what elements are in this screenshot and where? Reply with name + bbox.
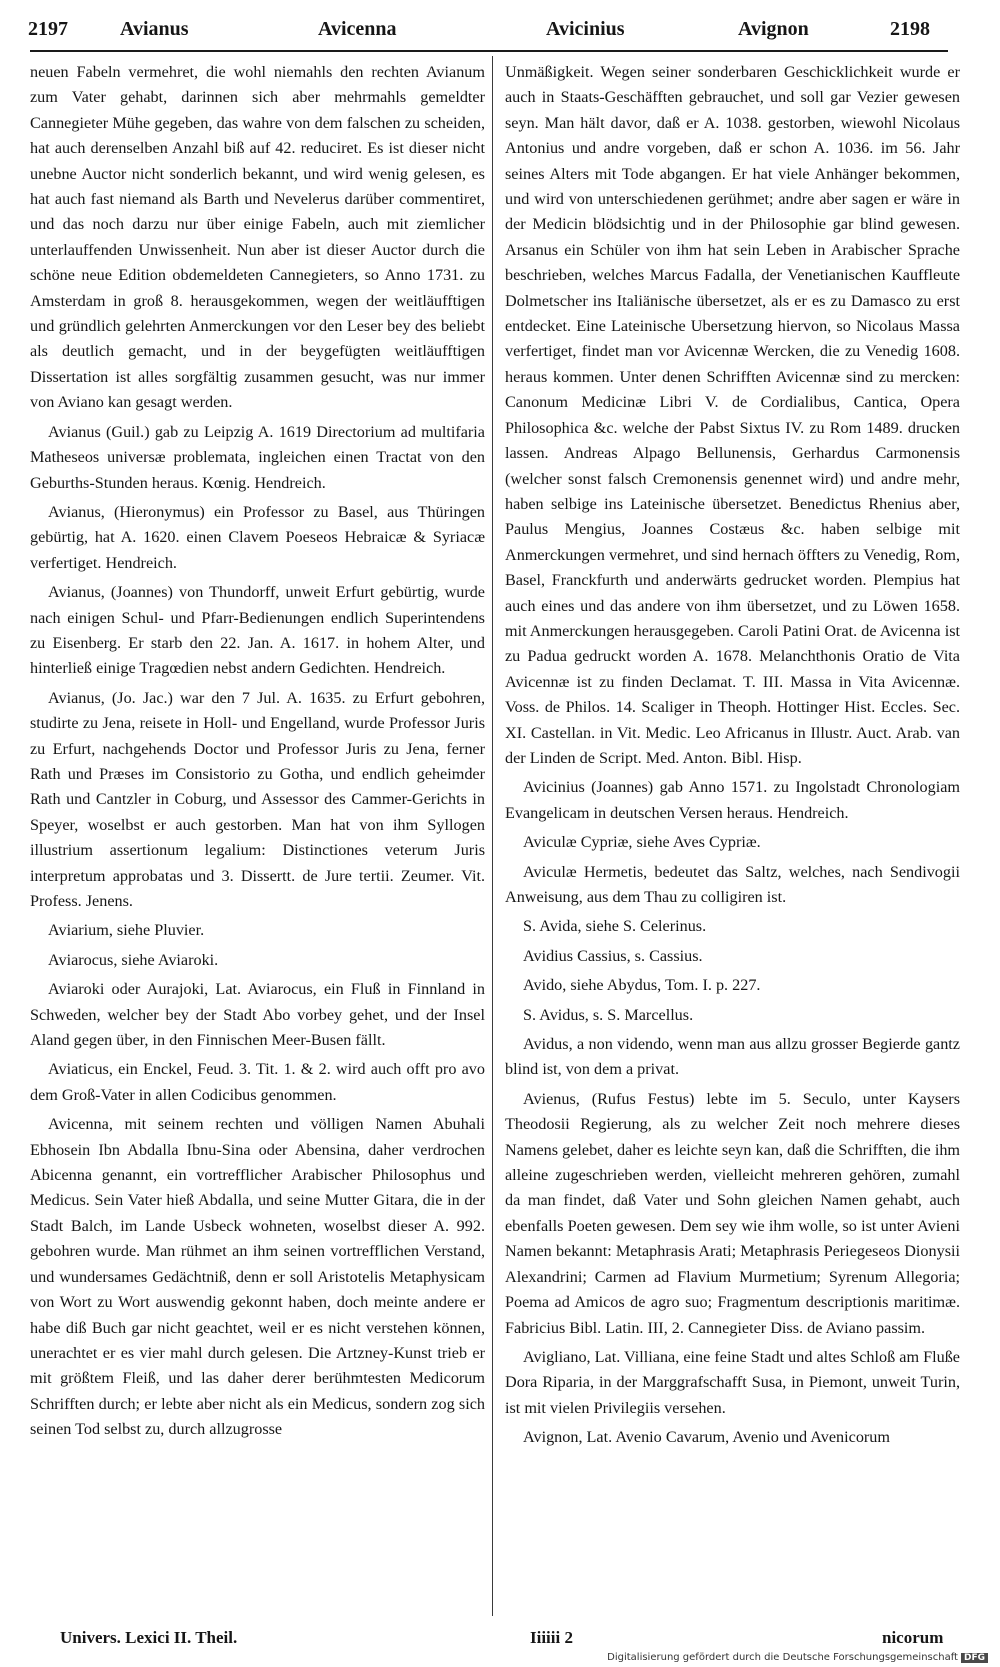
left-entry: Aviaroki oder Aurajoki, Lat. Aviarocus, ein Fluß in Finnland in Schweden, welcher bey der Stadt Abo vorbey gehet, und der Insel Aland gegen über, in den Finnischen Meer-Busen fällt. [30, 980, 485, 1050]
right-entry: Avidius Cassius, s. Cassius. [523, 946, 703, 965]
credit-text: Digitalisierung gefördert durch die Deutsche Forschungsgemeinschaft [607, 1652, 958, 1663]
left-entry: Avicenna, mit seinem rechten und völligen Namen Abuhali Ebhosein Ibn Abdalla Ibnu-Sina oder Abensina, daher verdrochen Abicenna genannt, ein vortrefflicher Arabischer Philosophus und Medicus. Sein Vater hieß Abdalla, und seine Mutter Gitara, die in der Stadt Balch, im Lande Usbeck wohneten, woselbst dieser A. 992. gebohren wurde. Man rühmet an ihm seinen vortrefflichen Verstand, und wundersames Gedächtniß, denn er soll Aristotelis Metaphysicam von Wort zu Wort auswendig gekonnt haben, doch meinte andere er habe diß Buch gar nicht geachtet, weil er es nicht verstehen können, unerachtet er es vier mahl durch gelesen. Die Artzney-Kunst trieb er mit größtem Fleiß, und las daher derer berühmtesten Medicorum Schrifften durch; er lebte aber nicht als ein Medicus, sondern zog sich seinen Tod selbst zu, durch allzugrosse [30, 1115, 485, 1439]
dfg-logo-badge: DFG [961, 1653, 988, 1663]
right-entry: Avicinius (Joannes) gab Anno 1571. zu Ingolstadt Chronologiam Evangelicam in deutschen Versen heraus. Hendreich. [505, 778, 960, 822]
right-entry: Avienus, (Rufus Festus) lebte im 5. Seculo, unter Kaysers Theodosii Regierung, als zu welcher Zeit noch mehrere dieses Namens gelebet, daher es leichte seyn kan, daß die Schrifften, die ihm alleine zugeschrieben werden, vielleicht mehreren gehören, zumahl da man findet, daß Vater und Sohn gleichen Namen gehabt, auch ebenfalls Poeten gewesen. Dem sey wie ihm wolle, so ist unter Avieni Namen bekannt: Metaphrasis Arati; Metaphrasis Periegeseos Dionysii Alexandrini; Carmen ad Flavium Murmetium; Syrenum Allegoria; Poema ad Amicos de agro suo; Fragmentum descriptionis maritimæ. Fabricius Bibl. Latin. III, 2. Cannegieter Diss. de Aviano passim. [505, 1089, 960, 1337]
right-entry: Aviculæ Hermetis, bedeutet das Saltz, welches, nach Sendivogii Anweisung, aus dem Thau zu colligiren ist. [505, 862, 960, 906]
left-entry: Aviarium, siehe Pluvier. [48, 921, 205, 940]
right-entry: Avidus, a non videndo, wenn man aus allzu grosser Begierde gantz blind ist, von dem a privat. [505, 1035, 960, 1079]
running-header [28, 14, 948, 48]
left-entry: Avianus (Guil.) gab zu Leipzig A. 1619 Directorium ad multifaria Matheseos universæ problemata, ingleichen einen Tractat von den Geburths-Stunden heraus. Kœnig. Hendreich. [30, 422, 485, 492]
header-word-avianus: Avianus [120, 18, 189, 40]
left-entry: Aviarocus, siehe Aviaroki. [48, 950, 219, 969]
footer-signature-mark: Iiiiii 2 [530, 1628, 573, 1647]
page-number-left: 2197 [28, 18, 68, 40]
page-number-right: 2198 [890, 18, 930, 40]
left-entry: Avianus, (Jo. Jac.) war den 7 Jul. A. 1635. zu Erfurt gebohren, studirte zu Jena, reisete in Holl- und Engelland, wurde Professor Juris zu Erfurt, nachgehends Doctor und Professor Juris zu Jena, ferner Rath und Præses im Consistorio zu Gotha, und endlich geheimder Rath und Cantzler in Coburg, und Assessor des Cammer-Gerichts in Speyer, woselbst er auch gestorben. Man hat von ihm Syllogen illustrium assertionum legalium: Distinctiones veterum Juris interpretum approbatas und 3. Dissertt. de Jure tertii. Zeumer. Vit. Profess. Jenens. [30, 688, 485, 910]
right-entry: Unmäßigkeit. Wegen seiner sonderbaren Geschicklichkeit wurde er auch in Staats-Geschäfften gebrauchet, und soll gar Vezier gewesen seyn. Man hält davor, daß er A. 1038. gestorben, wiewohl Nicolaus Antonius und andre vorgeben, daß er schon A. 1036. im 56. Jahr seines Alters mit Tode abgangen. Er hat viele Anhänger bekommen, und wird von unterschiedenen gerühmet; andre aber sagen er wäre in der Medicin blödsichtig und in der Philosophie gar blind gewesen. Arsanus ein Schüler von ihm hat sein Leben in Arabischer Sprache beschrieben, welches Marcus Fadalla, der Venetianischen Kauffleute Dolmetscher ins Italiänische übersetzet, als er es zu Damasco zu erst entdecket. Eine Lateinische Ubersetzung hiervon, so Nicolaus Massa verfertiget, findet man vor Avicennæ Wercken, die zu Venedig 1608. heraus kommen. Unter denen Schrifften Avicennæ sind zu mercken: Canonum Medicinæ Libri V. de Cordialibus, Cantica, Opera Philosophica &c. welche der Pabst Sixtus IV. zu Rom 1489. drucken lassen. Andreas Alpago Bellunensis, Gerhardus Carmonensis (welcher sonst falsch Cremonensis genennet wird) und andre mehr, haben selbige ins Lateinische übersetzet. Benedictus Rhenius aber, Paulus Mengius, Joannes Costæus &c. haben selbige mit Anmerckungen vermehret, und sind hernach öffters zu Venedig, Rom, Basel, Franckfurth und anderwärts gedrucket worden. Plempius hat auch eines und das andere von ihm übersetzet, und zu Löwen 1658. mit Anmerckungen herausgegeben. Caroli Patini Orat. de Avicenna ist zu Padua gedruckt worden A. 1678. Melanchthonis Oratio de Vita Avicennæ ist zu finden Declamat. T. III. Massa in Vita Avicennæ. Voss. de Philos. 14. Scaliger in Theoph. Hottinger Hist. Eccles. Sec. XI. Castellan. in Vit. Medic. Leo Africanus in Illustr. Auct. Arab. van der Linden de Script. Med. Anton. Bibl. Hisp. [505, 63, 960, 767]
left-column [30, 60, 485, 1620]
left-entry: Aviaticus, ein Enckel, Feud. 3. Tit. 1. & 2. wird auch offt pro avo dem Groß-Vater in allen Codicibus genommen. [30, 1060, 485, 1104]
left-entry: Avianus, (Hieronymus) ein Professor zu Basel, aus Thüringen gebürtig, hat A. 1620. einen Clavem Poeseos Hebraicæ & Syriacæ verfertiget. Hendreich. [30, 502, 485, 572]
page-footer [30, 1628, 950, 1652]
header-rule [30, 50, 948, 52]
footer-volume-note: Univers. Lexici II. Theil. [60, 1628, 238, 1647]
right-entry: Avigliano, Lat. Villiana, eine feine Stadt und altes Schloß am Fluße Dora Riparia, in der Marggrafschafft Susa, in Piemont, unweit Turin, ist mit vielen Privilegiis versehen. [505, 1347, 960, 1417]
right-entry: S. Avida, siehe S. Celerinus. [523, 917, 707, 936]
footer-catchword: nicorum [882, 1628, 944, 1647]
header-word-avignon: Avignon [738, 18, 809, 40]
header-word-avicinius: Avicinius [546, 18, 625, 40]
left-entry: Avianus, (Joannes) von Thundorff, unweit Erfurt gebürtig, wurde nach einigen Schul- und Pfarr-Bedienungen endlich Superintendens zu Eisenberg. Er starb den 22. Jan. A. 1617. in hohem Alter, und hinterließ einige Tragœdien nebst andern Gedichten. Hendreich. [30, 583, 485, 678]
right-entry: Avignon, Lat. Avenio Cavarum, Avenio und Avenicorum [523, 1428, 890, 1447]
column-divider [492, 56, 493, 1616]
digitization-credit [607, 1652, 988, 1666]
left-entry: neuen Fabeln vermehret, die wohl niemahls den rechten Avianum zum Vater gehabt, darinnen sich aber mehrmahls gemeldter Cannegieter Mühe gegeben, das wahre von dem falschen zu scheiden, hat auch derenselben Anzahl biß auf 42. reduciret. Es ist dieser nicht unebne Auctor nicht sonderlich bekannt, und wird wenig gelesen, es hat auch fast niemand als Barth und Nevelerus darüber commentiret, und das noch darzu nur über einige Fabeln, auch mit ziemlicher unterlauffenden Unwissenheit. Nun aber ist dieser Auctor durch die schöne neue Edition obdemeldeten Cannegieters, so Anno 1731. zu Amsterdam in groß 8. herausgekommen, wegen der weitläufftigen und gründlich gelehrten Anmerckungen vor den Leser bey des beliebt als deutlich gemacht, und in der beygefügten weitläufftigen Dissertation ist alles sorgfältig zusammen gesucht, was nur immer von Aviano kan gesagt werden. [30, 63, 485, 412]
right-entry: S. Avidus, s. S. Marcellus. [523, 1005, 694, 1024]
right-entry: Avido, siehe Abydus, Tom. I. p. 227. [523, 976, 761, 995]
header-word-avicenna: Avicenna [318, 18, 397, 40]
right-column [505, 60, 960, 1620]
right-entry: Aviculæ Cypriæ, siehe Aves Cypriæ. [523, 833, 761, 852]
